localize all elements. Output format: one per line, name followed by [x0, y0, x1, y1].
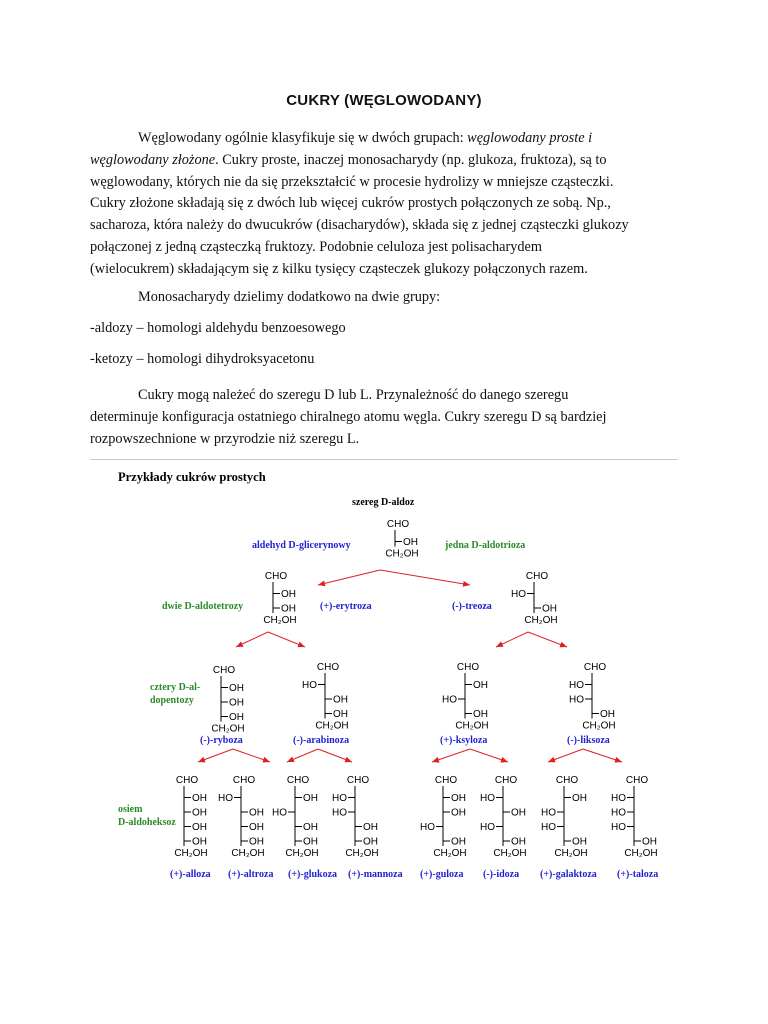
- text-italic: węglowodany proste i: [467, 130, 593, 146]
- cho-label: CHO: [434, 775, 458, 786]
- oh-label: OH: [229, 697, 244, 709]
- oh-label: OH: [333, 709, 348, 720]
- cho-label: CHO: [456, 662, 480, 673]
- ho-label: HO: [480, 793, 495, 804]
- ch2oh-label: CH₂OH: [554, 848, 588, 859]
- ho-label: HO: [480, 822, 495, 833]
- ho-label: HO: [302, 680, 317, 691]
- branch-arrow: [432, 749, 470, 762]
- group-label-tetroses: dwie D-aldotetrozy: [162, 601, 244, 612]
- ho-label: HO: [511, 589, 526, 600]
- oh-label: OH: [363, 836, 378, 848]
- branch-arrow: [236, 632, 268, 647]
- text: determinuje konfiguracja ostatniego chiralnego atomu węgla. Cukry szeregu D są bardziej: [90, 408, 607, 425]
- oh-label: OH: [473, 680, 488, 691]
- list-item-aldoses: -aldozy – homologi aldehydu benzoesowego: [90, 320, 346, 336]
- cho-label: CHO: [232, 775, 256, 786]
- ho-label: HO: [541, 807, 556, 819]
- name-lyxose: (-)-liksoza: [567, 735, 610, 746]
- oh-label: OH: [303, 836, 318, 848]
- ho-label: HO: [541, 822, 556, 833]
- cho-label: CHO: [316, 662, 340, 673]
- name-threose: (-)-treoza: [452, 601, 492, 612]
- fischer-glyceraldehyde: [385, 519, 418, 560]
- paragraph-series: [90, 385, 670, 450]
- cho-label: CHO: [346, 775, 370, 786]
- oh-label: OH: [192, 836, 207, 848]
- cho-label: CHO: [175, 775, 199, 786]
- group-label-pentoses-2: dopentozy: [150, 695, 194, 706]
- ho-label: HO: [332, 807, 347, 819]
- branch-arrow: [380, 570, 470, 585]
- oh-label: OH: [281, 589, 296, 600]
- fischer-galactose: [541, 775, 588, 859]
- ch2oh-label: CH₂OH: [524, 615, 558, 626]
- fischer-mannose: [332, 775, 379, 859]
- oh-label: OH: [229, 683, 244, 694]
- branch-arrow: [287, 749, 318, 762]
- text-italic: węglowodany złożone: [90, 151, 216, 168]
- group-label-pentoses-1: cztery D-al-: [150, 682, 201, 693]
- name-allose: (+)-alloza: [170, 869, 211, 880]
- branch-arrow: [528, 632, 567, 647]
- ch2oh-label: CH₂OH: [285, 848, 319, 859]
- name-xylose: (+)-ksyloza: [440, 735, 488, 746]
- text: Cukry złożone składają się z dwóch lub więcej cukrów prostych połączonych ze sobą. Np.,: [90, 195, 611, 212]
- ho-label: HO: [611, 807, 626, 819]
- oh-label: OH: [192, 793, 207, 804]
- oh-label: OH: [363, 822, 378, 833]
- cho-label: CHO: [525, 571, 549, 582]
- ho-label: HO: [442, 694, 457, 706]
- group-label-glyceraldehyde: aldehyd D-glicerynowy: [252, 540, 351, 551]
- name-ribose: (-)-ryboza: [200, 735, 243, 746]
- name-erythrose: (+)-erytroza: [320, 601, 372, 612]
- page-title: CUKRY (WĘGLOWODANY): [286, 92, 482, 109]
- oh-label: OH: [511, 807, 526, 819]
- oh-label: OH: [229, 712, 244, 723]
- group-label-hexoses-2: D-aldoheksoz: [118, 817, 176, 828]
- branch-arrow: [548, 749, 583, 762]
- fischer-lyxose: [569, 662, 616, 732]
- ho-label: HO: [272, 807, 287, 819]
- group-label-triose: jedna D-aldotrioza: [445, 540, 526, 551]
- ch2oh-label: CH₂OH: [263, 615, 297, 626]
- ch2oh-label: CH₂OH: [315, 720, 349, 732]
- ho-label: HO: [332, 793, 347, 804]
- oh-label: OH: [451, 807, 466, 819]
- fischer-idose: [480, 775, 527, 859]
- fischer-arabinose: [302, 662, 349, 732]
- oh-label: OH: [451, 836, 466, 848]
- fischer-altrose: [218, 775, 265, 859]
- figure-heading: Przykłady cukrów prostych: [118, 470, 266, 484]
- oh-label: OH: [303, 793, 318, 804]
- list-item-ketoses: -ketozy – homologi dihydroksyacetonu: [90, 351, 315, 367]
- oh-label: OH: [403, 537, 418, 548]
- branch-arrow: [583, 749, 622, 762]
- name-talose: (+)-taloza: [617, 869, 659, 880]
- ho-label: HO: [611, 822, 626, 833]
- branch-arrow: [268, 632, 305, 647]
- oh-label: OH: [281, 603, 296, 615]
- cho-label: CHO: [555, 775, 579, 786]
- oh-label: OH: [451, 793, 466, 804]
- ch2oh-label: CH₂OH: [385, 548, 419, 560]
- ho-label: HO: [420, 822, 435, 833]
- oh-label: OH: [192, 822, 207, 833]
- ch2oh-label: CH₂OH: [455, 720, 489, 732]
- text: Węglowodany ogólnie klasyfikuje się w dwóch grupach:: [138, 130, 468, 146]
- cho-label: CHO: [286, 775, 310, 786]
- cho-label: CHO: [583, 662, 607, 673]
- oh-label: OH: [473, 709, 488, 720]
- name-arabinose: (-)-arabinoza: [293, 735, 350, 746]
- oh-label: OH: [511, 836, 526, 848]
- text: sacharoza, która należy do dwucukrów (disacharydów), składa się z jednej cząsteczki glukozy: [90, 217, 629, 234]
- name-galactose: (+)-galaktoza: [540, 869, 597, 880]
- oh-label: OH: [600, 709, 615, 720]
- name-altrose: (+)-altroza: [228, 869, 274, 880]
- branch-arrow: [496, 632, 528, 647]
- name-gulose: (+)-guloza: [420, 869, 464, 880]
- fischer-gulose: [420, 775, 467, 859]
- oh-label: OH: [249, 836, 264, 848]
- ch2oh-label: CH₂OH: [174, 848, 208, 859]
- oh-label: OH: [303, 822, 318, 833]
- paragraph-intro: [90, 128, 670, 281]
- ch2oh-label: CH₂OH: [493, 848, 527, 859]
- fischer-threose: [511, 571, 558, 626]
- ch2oh-label: CH₂OH: [345, 848, 379, 859]
- text: węglowodany, których nie da się przekształcić w procesie hydrolizy w mniejsze cząsteczki.: [90, 173, 614, 190]
- fischer-ribose: [211, 665, 244, 735]
- cho-label: CHO: [386, 519, 410, 530]
- branch-arrow: [470, 749, 508, 762]
- oh-label: OH: [249, 822, 264, 833]
- group-label-hexoses-1: osiem: [118, 804, 143, 815]
- ho-label: HO: [218, 793, 233, 804]
- fischer-allose: [174, 775, 207, 859]
- series-label: szereg D-aldoz: [352, 497, 415, 508]
- ho-label: HO: [569, 680, 584, 691]
- text: połączonej z jedną cząsteczką fruktozy. Podobnie celuloza jest polisacharydem: [90, 238, 543, 255]
- ch2oh-label: CH₂OH: [433, 848, 467, 859]
- name-mannose: (+)-mannoza: [348, 869, 403, 880]
- ch2oh-label: CH₂OH: [211, 723, 245, 735]
- text: (wielocukrem) składającym się z kilku tysięcy cząsteczek glukozy połączonych razem.: [90, 260, 588, 277]
- name-idose: (-)-idoza: [483, 869, 520, 880]
- cho-label: CHO: [494, 775, 518, 786]
- ch2oh-label: CH₂OH: [582, 720, 616, 732]
- aldose-family-tree-figure: [0, 460, 768, 890]
- paragraph-monosaccharides: Monosacharydy dzielimy dodatkowo na dwie grupy:: [138, 289, 441, 305]
- fischer-erythrose: [263, 571, 296, 626]
- cho-label: CHO: [625, 775, 649, 786]
- name-glucose: (+)-glukoza: [288, 869, 338, 880]
- branch-arrow: [318, 570, 380, 585]
- ch2oh-label: CH₂OH: [624, 848, 658, 859]
- cho-label: CHO: [264, 571, 288, 582]
- oh-label: OH: [542, 603, 557, 615]
- branch-arrow: [318, 749, 352, 762]
- branch-arrow: [233, 749, 270, 762]
- fischer-talose: [611, 775, 658, 859]
- fischer-xylose: [442, 662, 489, 732]
- ch2oh-label: CH₂OH: [231, 848, 265, 859]
- oh-label: OH: [572, 793, 587, 804]
- cho-label: CHO: [212, 665, 236, 676]
- ho-label: HO: [569, 694, 584, 706]
- oh-label: OH: [192, 807, 207, 819]
- text: rozpowszechnione w przyrodzie niż szeregu L.: [90, 430, 360, 447]
- fischer-glucose: [272, 775, 319, 859]
- oh-label: OH: [249, 807, 264, 819]
- oh-label: OH: [572, 836, 587, 848]
- text: . Cukry proste, inaczej monosacharydy (np. glukoza, fruktoza), są to: [215, 151, 607, 168]
- text: Cukry mogą należeć do szeregu D lub L. Przynależność do danego szeregu: [138, 387, 569, 403]
- ho-label: HO: [611, 793, 626, 804]
- oh-label: OH: [333, 694, 348, 706]
- oh-label: OH: [642, 836, 657, 848]
- branch-arrow: [198, 749, 233, 762]
